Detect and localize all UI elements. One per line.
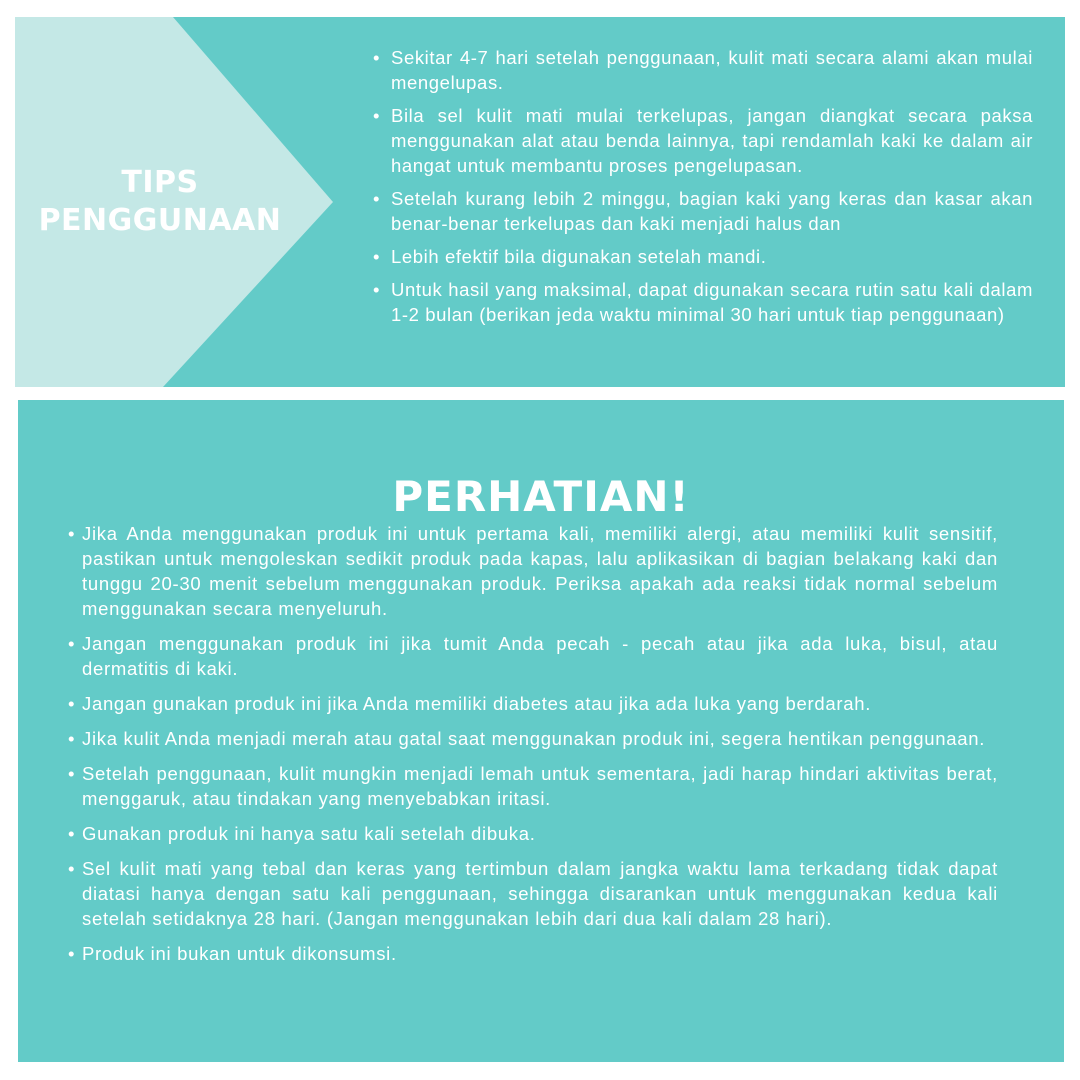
bullet-icon: • [68,728,76,749]
attention-panel [18,400,1064,1062]
list-item [373,277,1033,327]
attention-item-text: Jangan menggunakan produk ini jika tumit Anda pecah - pecah atau jika ada luka, bisul, atau dermatitis di kaki. [82,633,998,679]
bullet-icon: • [373,105,381,126]
tips-heading: TIPS PENGGUNAAN [38,165,282,238]
bullet-icon: • [68,858,76,879]
list-item [68,631,998,681]
attention-item-text: Jika Anda menggunakan produk ini untuk pertama kali, memiliki alergi, atau memiliki kulit sensitif, pastikan untuk mengoleskan sedikit produk pada kapas, lalu aplikasikan di bagian belakang kaki dan tunggu 20-30 menit sebelum menggunakan produk. Periksa apakah ada reaksi tidak normal sebelum menggunakan secara menyeluruh. [82,523,998,619]
tips-list [373,45,1033,335]
tips-item-text: Setelah kurang lebih 2 minggu, bagian kaki yang keras dan kasar akan benar-benar terkelupas dan kaki menjadi halus dan [391,188,1033,234]
list-item [373,45,1033,95]
tips-heading-wrap [15,17,305,387]
attention-list [68,521,998,976]
list-item [68,856,998,931]
bullet-icon: • [68,633,76,654]
bullet-icon: • [68,523,76,544]
list-item [68,821,998,846]
list-item [373,244,1033,269]
list-item [68,691,998,716]
list-item [68,521,998,621]
attention-item-text: Jika kulit Anda menjadi merah atau gatal saat menggunakan produk ini, segera hentikan penggunaan. [82,728,986,749]
bullet-icon: • [68,693,76,714]
bullet-icon: • [68,943,76,964]
attention-title: PERHATIAN! [392,472,690,522]
bullet-icon: • [373,47,381,68]
bullet-icon: • [373,279,381,300]
bullet-icon: • [373,188,381,209]
attention-item-text: Setelah penggunaan, kulit mungkin menjadi lemah untuk sementara, jadi harap hindari aktivitas berat, menggaruk, atau tindakan yang menyebabkan iritasi. [82,763,998,809]
tips-item-text: Untuk hasil yang maksimal, dapat digunakan secara rutin satu kali dalam 1-2 bulan (berikan jeda waktu minimal 30 hari untuk tiap penggunaan) [391,279,1033,325]
tips-item-text: Sekitar 4-7 hari setelah penggunaan, kulit mati secara alami akan mulai mengelupas. [391,47,1033,93]
tips-item-text: Bila sel kulit mati mulai terkelupas, jangan diangkat secara paksa menggunakan alat atau benda lainnya, tapi rendamlah kaki ke dalam air hangat untuk membantu proses pengelupasan. [391,105,1033,176]
list-item [68,941,998,966]
list-item [68,761,998,811]
tips-panel [15,17,1065,387]
bullet-icon: • [68,823,76,844]
attention-item-text: Gunakan produk ini hanya satu kali setelah dibuka. [82,823,536,844]
attention-item-text: Produk ini bukan untuk dikonsumsi. [82,943,397,964]
attention-item-text: Jangan gunakan produk ini jika Anda memiliki diabetes atau jika ada luka yang berdarah. [82,693,872,714]
tips-item-text: Lebih efektif bila digunakan setelah mandi. [391,246,767,267]
list-item [373,186,1033,236]
bullet-icon: • [373,246,381,267]
list-item [373,103,1033,178]
list-item [68,726,998,751]
attention-item-text: Sel kulit mati yang tebal dan keras yang tertimbun dalam jangka waktu lama terkadang tidak dapat diatasi hanya dengan satu kali penggunaan, sehingga disarankan untuk menggunakan kedua kali setelah setidaknya 28 hari. (Jangan menggunakan lebih dari dua kali dalam 28 hari). [82,858,998,929]
bullet-icon: • [68,763,76,784]
